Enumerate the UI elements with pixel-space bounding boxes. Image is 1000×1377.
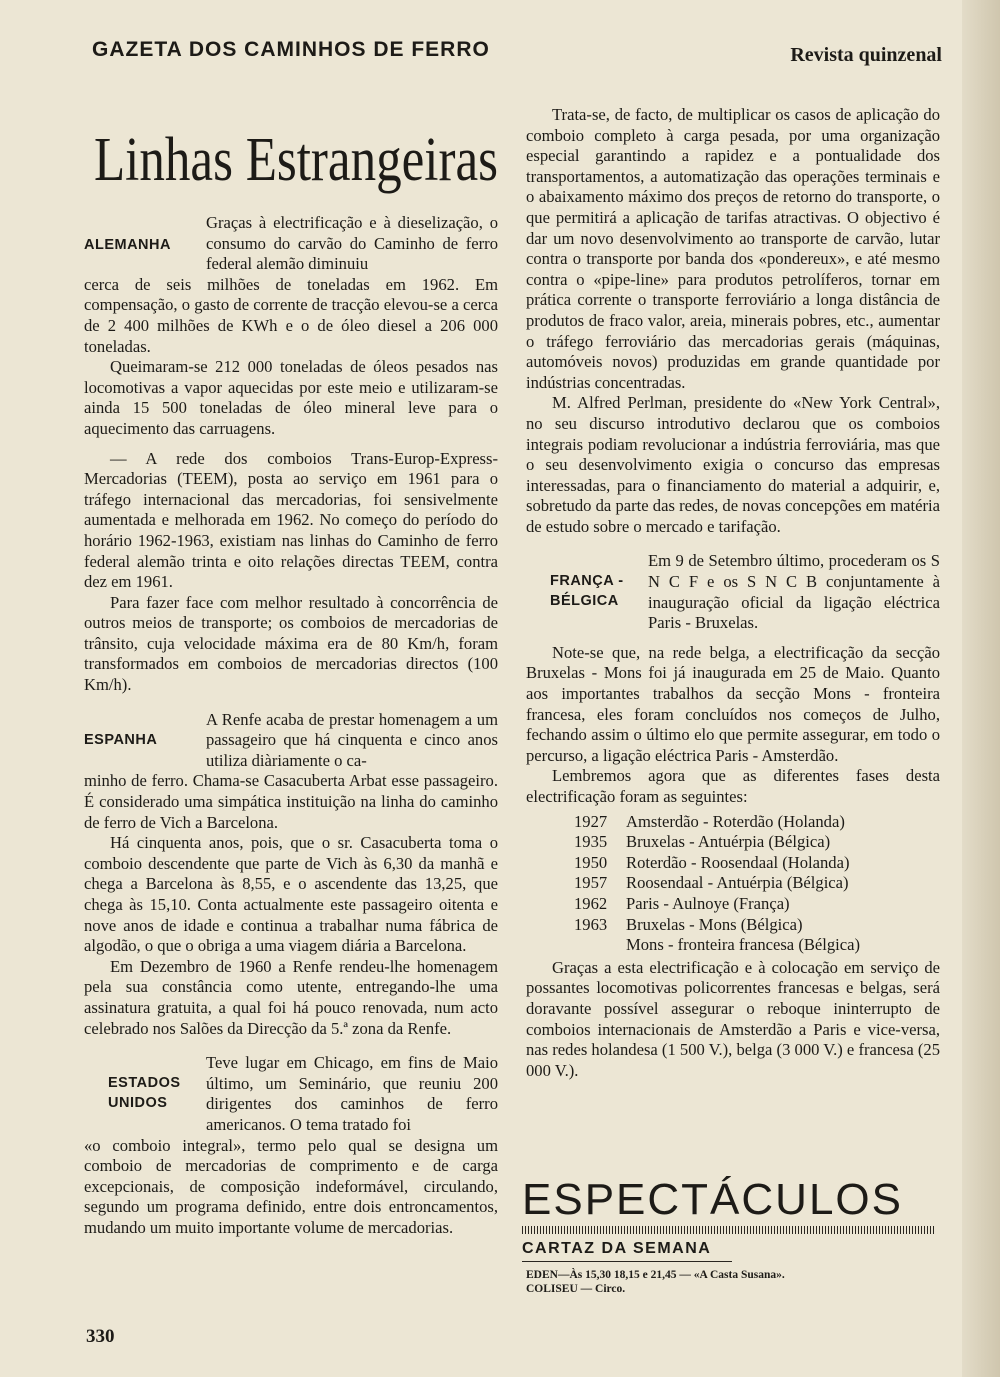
country-label-franca-belgica (526, 551, 648, 633)
listing-eden: EDEN—Às 15,30 18,15 e 21,45 — «A Casta Susana». (526, 1269, 785, 1281)
year: 1935 (574, 832, 608, 852)
electrification-list (574, 812, 940, 956)
hatched-rule (522, 1226, 936, 1234)
paragraph: Trata-se, de facto, de multiplicar os casos de aplicação do comboio completo à carga pesada, por uma organização especial garantindo a rapidez e a pontualidade dos transportamentos, a automatização das operações terminais e o abaixamento máximo dos preços de retorno do transporte, o que permitirá a aplicação de tarifas atractivas. O objectivo é dar um novo desenvolvimento ao transporte de carvão, lutar contra o transporte por banda dos «pondereux», e até mesmo contra o «pipe-line» para produtos petrolíferos, tornar em prática corrente o transporte ferroviário a longa distância de produtos de fraco valor, areia, minerais pobres, etc., aumentar o tráfego ferroviário das mercadorias gerais (máquinas, automóveis novos) produzidas em grande quantidade por indústrias concentradas. (526, 105, 940, 392)
paragraph: A Renfe acaba de prestar homenagem a um passageiro que há cinquenta e cinco anos utiliza diàriamente o ca- (206, 709, 498, 770)
electrification-row (574, 915, 940, 936)
section-title-text: Linhas Estrangeiras (94, 126, 498, 194)
paragraph: Há cinquenta anos, pois, que o sr. Casacuberta toma o comboio descendente que parte de Vich às 6,30 da manhã e chega a Barcelona às 8,55, e o ascendente das 13,25, que chega às 15,10. Conta actualmente este passageiro oitenta e nove anos de idade e continua a trabalhar numa fábrica de algodão, o que o obriga a uma viagem diária a Barcelona. (84, 833, 498, 956)
section-title-graphic (92, 108, 502, 193)
year: 1957 (574, 873, 608, 893)
paragraph: minho de ferro. Chama-se Casacuberta Arbat esse passageiro. É considerado uma simpática instituição na linha do caminho de ferro de Vich a Barcelona. (84, 771, 498, 832)
electrification-row (574, 935, 940, 956)
section-title (92, 108, 502, 193)
paragraph: — A rede dos comboios Trans-Europ-Express-Mercadorias (TEEM), posta ao serviço em 1961 para o tráfego internacional das mercadorias, foi sensivelmente aumentada e melhorada em 1962. No começo do período do horário 1962-1963, existiam nas linhas do Caminho de ferro federal alemão trinta e oito relações directas TEEM, contra dez em 1961. (84, 448, 498, 592)
electrification-row (574, 853, 940, 874)
label-line: UNIDOS (108, 1095, 168, 1112)
listings (522, 1268, 936, 1296)
section-espanha (84, 710, 498, 1040)
page-edge-shadow (962, 0, 1000, 1377)
year: 1962 (574, 893, 608, 913)
electrification-row (574, 832, 940, 853)
year: 1927 (574, 811, 608, 831)
route: Mons - fronteira francesa (Bélgica) (626, 935, 861, 955)
paragraph: Queimaram-se 212 000 toneladas de óleos pesados nas locomotivas a vapor aquecidas por este meio e utilizaram-se ainda 15 500 toneladas de óleo mineral leve para o aquecimento das carruagens. (84, 357, 498, 438)
paragraph: «o comboio integral», termo pelo qual se designa um comboio de mercadorias de comprimento e de carga excepcionais, de composição indeformável, circulando, segundo um programa definido, entre dois entroncamentos, mudando um muito importante volume de mercadorias. (84, 1135, 498, 1237)
year (574, 935, 626, 956)
label-line: FRANÇA - (550, 573, 624, 590)
paragraph: Teve lugar em Chicago, em fins de Maio último, um Seminário, que reuniu 200 dirigentes dos caminhos de ferro americanos. O tema tratado foi (206, 1053, 498, 1134)
country-label-alemanha: ALEMANHA (84, 237, 171, 253)
route: Roterdão - Roosendaal (Holanda) (626, 852, 850, 872)
listing-coliseu: COLISEU — Circo. (526, 1283, 626, 1295)
year: 1950 (574, 852, 608, 872)
label-line: BÉLGICA (550, 593, 619, 610)
section-alemanha (84, 213, 498, 696)
electrification-row (574, 894, 940, 915)
paragraph: Graças à electrificação e à dieselização, o consumo do carvão do Caminho de ferro federal alemão diminuiu (206, 213, 498, 274)
paragraph: Graças a esta electrificação e à colocação em serviço de possantes locomotivas policorrentes francesas e belgas, será doravante possível assegurar o reboque ininterrupto de comboios internacionais de Amsterdão a Paris e vice-versa, nas redes holandesa (1 500 V.), belga (3 000 V.) e francesa (25 000 V.). (526, 957, 940, 1080)
paragraph: Lembremos agora que as diferentes fases desta electrificação foram as seguintes: (526, 766, 940, 806)
paragraph: M. Alfred Perlman, presidente do «New York Central», no seu discurso introdutivo declarou que os comboios integrais podiam revolucionar a indústria ferroviária, mas que o seu desenvolvimento exigia o concurso das empresas interessadas, para o financiamento do material a adquirir, e, sobretudo da parte das redes, de novas concepções em matéria de estudo sobre o mercado e tarifação. (526, 393, 940, 536)
section-estados-unidos (84, 1053, 498, 1238)
paragraph: Em Dezembro de 1960 a Renfe rendeu-lhe homenagem pela sua constância como utente, entregando-lhe uma assinatura gratuita, a qual foi há pouco renovada, num acto celebrado nos Salões da Direcção da 5.ª zona da Renfe. (84, 956, 498, 1038)
journal-subtitle: Revista quinzenal (790, 44, 942, 66)
espectaculos-title: ESPECTÁCULOS (522, 1175, 903, 1224)
left-column (84, 213, 498, 1248)
right-column (526, 105, 940, 1081)
electrification-row (574, 812, 940, 833)
divider (522, 1261, 732, 1262)
espectaculos-subtitle: CARTAZ DA SEMANA (522, 1240, 712, 1257)
route: Roosendaal - Antuérpia (Bélgica) (626, 873, 849, 893)
page-number: 330 (86, 1326, 115, 1347)
paragraph: cerca de seis milhões de toneladas em 1962. Em compensação, o gasto de corrente de tracção elevou-se a cerca de 2 400 milhões de KWh e o de óleo diesel a 206 000 toneladas. (84, 274, 498, 356)
country-label-espanha: ESPANHA (84, 731, 158, 748)
section-franca-belgica (526, 551, 940, 633)
route: Bruxelas - Mons (Bélgica) (626, 914, 803, 934)
route: Bruxelas - Antuérpia (Bélgica) (626, 832, 831, 852)
espectaculos-box (522, 1176, 936, 1296)
route: Paris - Aulnoye (França) (626, 893, 790, 913)
paragraph: Para fazer face com melhor resultado à concorrência de outros meios de transporte; os comboios de mercadorias de trânsito, cuja velocidade máxima era de 80 Km/h, foram transformados em comboios de mercadorias directos (100 Km/h). (84, 592, 498, 695)
journal-title: GAZETA DOS CAMINHOS DE FERRO (92, 38, 490, 61)
year: 1963 (574, 914, 608, 934)
route: Amsterdão - Roterdão (Holanda) (626, 811, 845, 831)
paragraph: Em 9 de Setembro último, procederam os S N C F e os S N C B conjuntamente à inauguração oficial da ligação eléctrica Paris - Bruxelas. (648, 551, 940, 633)
label-line: ESTADOS (108, 1075, 181, 1092)
paragraph: Note-se que, na rede belga, a electrificação da secção Bruxelas - Mons foi já inaugurada em 25 de Maio. Quanto aos importantes trabalhos da secção Mons - fronteira francesa, eles foram concluídos nos começos de Julho, fechando assim o último elo que permite assegurar, em todo o percurso, a ligação eléctrica Paris - Amsterdão. (526, 642, 940, 765)
country-label-estados-unidos (84, 1053, 206, 1135)
electrification-row (574, 873, 940, 894)
